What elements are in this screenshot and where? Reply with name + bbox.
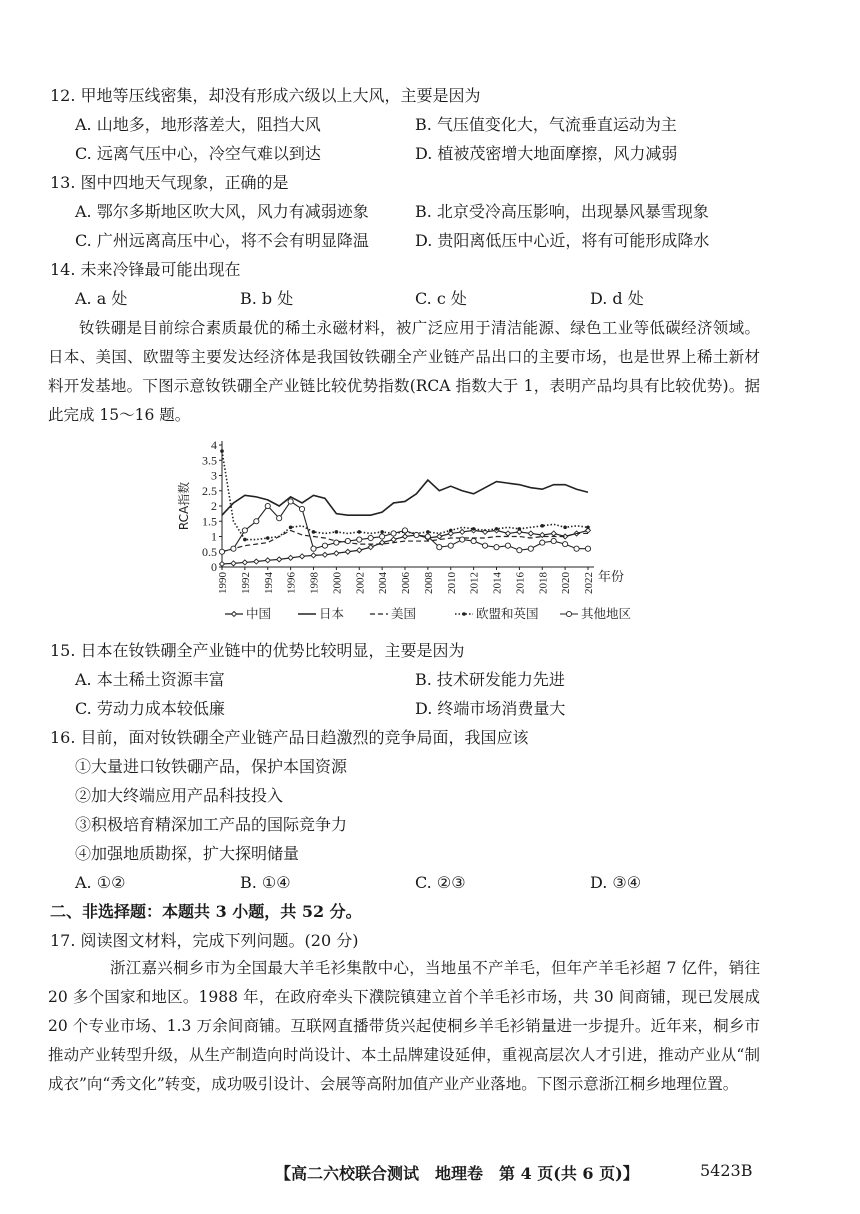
q12-option-b: B. 气压值变化大，气流垂直运动为主 bbox=[415, 115, 677, 134]
other-regions-point bbox=[242, 528, 247, 533]
china-point bbox=[368, 545, 373, 550]
eu-uk-point bbox=[243, 538, 247, 542]
q15-option-b: B. 技术研发能力先进 bbox=[415, 670, 565, 689]
china-point bbox=[460, 529, 465, 534]
section-heading: 二、非选择题：本题共 3 小题，共 52 分。 bbox=[50, 902, 362, 921]
other-regions-point bbox=[322, 543, 327, 548]
y-tick-label: 0 bbox=[211, 560, 217, 574]
other-regions-point bbox=[380, 534, 385, 539]
eu-uk-point bbox=[312, 530, 316, 534]
other-regions-point bbox=[471, 538, 476, 543]
q12-option-a: A. 山地多，地形落差大，阻挡大风 bbox=[75, 115, 321, 134]
other-regions-point bbox=[563, 542, 568, 547]
x-tick-label: 2020 bbox=[560, 572, 573, 594]
q14-option-c: C. c 处 bbox=[415, 289, 467, 308]
other-regions-point bbox=[566, 611, 571, 616]
y-axis-label: RCA指数 bbox=[177, 481, 191, 531]
legend-label: 日本 bbox=[319, 606, 345, 621]
q16-item-3: ③积极培育精深加工产品的国际竞争力 bbox=[75, 815, 348, 834]
other-regions-point bbox=[265, 503, 270, 508]
q16-item-4: ④加强地质勘探，扩大探明储量 bbox=[75, 844, 300, 863]
legend-label: 美国 bbox=[391, 606, 417, 621]
chart-legend bbox=[225, 606, 631, 621]
x-tick-label: 2006 bbox=[400, 572, 412, 594]
q16-stem: 16. 目前，面对钕铁硼全产业链产品日趋激烈的竞争局面，我国应该 bbox=[50, 728, 529, 747]
other-regions-point bbox=[517, 548, 522, 553]
y-tick-label: 2.5 bbox=[202, 483, 217, 498]
x-tick-label: 1994 bbox=[262, 572, 275, 594]
other-regions-point bbox=[585, 546, 590, 551]
other-regions-point bbox=[368, 535, 373, 540]
eu-uk-point bbox=[563, 526, 567, 530]
other-regions-point bbox=[311, 546, 316, 551]
y-tick-label: 3 bbox=[211, 468, 217, 483]
q13-stem: 13. 图中四地天气现象，正确的是 bbox=[50, 173, 289, 192]
x-tick-label: 2010 bbox=[445, 572, 458, 594]
china-point bbox=[345, 549, 350, 554]
other-regions-point bbox=[574, 546, 579, 551]
eu-uk-point bbox=[518, 527, 522, 531]
series-line bbox=[222, 451, 588, 539]
q15-option-c: C. 劳动力成本较低廉 bbox=[75, 699, 225, 718]
q13-option-c: C. 广州远离高压中心，将不会有明显降温 bbox=[75, 231, 369, 250]
x-tick-label: 2012 bbox=[468, 572, 481, 594]
x-tick-label: 1996 bbox=[285, 572, 298, 594]
x-tick-label: 2008 bbox=[422, 572, 435, 594]
x-tick-label: 2014 bbox=[491, 572, 504, 594]
china-point bbox=[311, 553, 316, 558]
q12-stem: 12. 甲地等压线密集，却没有形成六级以上大风，主要是因为 bbox=[50, 86, 481, 105]
china-point bbox=[322, 552, 327, 557]
x-tick-label: 2002 bbox=[354, 572, 367, 594]
q16-item-2: ②加大终端应用产品科技投入 bbox=[75, 786, 284, 805]
other-regions-point bbox=[540, 540, 545, 545]
q15-option-d: D. 终端市场消费量大 bbox=[415, 699, 566, 718]
eu-uk-point bbox=[426, 530, 430, 534]
y-tick-label: 1 bbox=[211, 529, 217, 544]
other-regions-point bbox=[414, 532, 419, 537]
china-point bbox=[334, 551, 339, 556]
other-regions-point bbox=[391, 531, 396, 536]
eu-uk-point bbox=[586, 526, 590, 530]
x-tick-label: 2000 bbox=[331, 572, 344, 594]
x-axis-label: 年份 bbox=[598, 570, 625, 585]
china-point bbox=[277, 557, 282, 562]
x-tick-label: 2022 bbox=[583, 572, 595, 594]
other-regions-point bbox=[528, 546, 533, 551]
other-regions-point bbox=[345, 538, 350, 543]
china-point bbox=[232, 612, 237, 617]
other-regions-point bbox=[357, 537, 362, 542]
q15-stem: 15. 日本在钕铁硼全产业链中的优势比较明显，主要是因为 bbox=[50, 641, 465, 660]
x-tick-label: 1992 bbox=[239, 572, 252, 594]
q16-option-b: B. ①④ bbox=[240, 873, 291, 892]
q16-option-d: D. ③④ bbox=[590, 873, 642, 892]
q13-option-a: A. 鄂尔多斯地区吹大风，风力有减弱迹象 bbox=[75, 202, 369, 221]
q12-option-d: D. 植被茂密增大地面摩擦，风力减弱 bbox=[415, 144, 678, 163]
china-point bbox=[357, 548, 362, 553]
y-tick-label: 4 bbox=[211, 438, 217, 452]
q14-stem: 14. 未来冷锋最可能出现在 bbox=[50, 260, 241, 279]
paper-code: 5423B bbox=[700, 1161, 753, 1180]
other-regions-point bbox=[299, 506, 304, 511]
q14-option-b: B. b 处 bbox=[240, 289, 294, 308]
eu-uk-point bbox=[472, 527, 476, 531]
china-point bbox=[220, 561, 225, 566]
x-tick-label: 2018 bbox=[537, 572, 550, 594]
q16-item-1: ①大量进口钕铁硼产品，保护本国资源 bbox=[75, 757, 348, 776]
eu-uk-point bbox=[449, 529, 453, 533]
china-point bbox=[551, 531, 556, 536]
china-point bbox=[528, 531, 533, 536]
chart-axes bbox=[176, 438, 624, 594]
series-1 bbox=[222, 480, 588, 515]
other-regions-point bbox=[460, 537, 465, 542]
y-tick-label: 1.5 bbox=[202, 514, 217, 529]
q12-option-c: C. 远离气压中心，冷空气难以到达 bbox=[75, 144, 321, 163]
legend-label: 欧盟和英国 bbox=[476, 606, 539, 621]
q14-option-a: A. a 处 bbox=[75, 289, 128, 308]
china-point bbox=[505, 531, 510, 536]
x-tick-label: 2016 bbox=[514, 572, 527, 594]
eu-uk-point bbox=[357, 530, 361, 534]
other-regions-point bbox=[231, 546, 236, 551]
china-point bbox=[254, 559, 259, 564]
other-regions-point bbox=[219, 549, 224, 554]
eu-uk-point bbox=[462, 612, 466, 616]
q16-option-a: A. ①② bbox=[75, 873, 126, 892]
china-point bbox=[437, 534, 442, 539]
eu-uk-point bbox=[335, 530, 339, 534]
other-regions-point bbox=[505, 543, 510, 548]
x-tick-label: 2004 bbox=[377, 572, 390, 594]
china-point bbox=[265, 558, 270, 563]
china-point bbox=[231, 561, 236, 566]
x-tick-label: 1998 bbox=[308, 572, 321, 594]
other-regions-point bbox=[277, 516, 282, 521]
q15-option-a: A. 本土稀土资源丰富 bbox=[75, 670, 225, 689]
material-ndfeb: 钕铁硼是目前综合素质最优的稀土永磁材料，被广泛应用于清洁能源、绿色工业等低碳经济领域。日本、美国、欧盟等主要发达经济体是我国钕铁硼全产业链产品出口的主要市场，也是世界上稀土新材料开发基地。下图示意钕铁硼全产业链比较优势指数(RCA 指数大于 1，表明产品均具有比较优势)。据此完成 15～16 题。 bbox=[48, 319, 760, 424]
eu-uk-point bbox=[289, 526, 293, 530]
legend-label: 其他地区 bbox=[581, 606, 632, 621]
y-tick-label: 2 bbox=[211, 499, 217, 513]
other-regions-point bbox=[425, 534, 430, 539]
q17-material: 浙江嘉兴桐乡市为全国最大羊毛衫集散中心，当地虽不产羊毛，但年产羊毛衫超 7 亿件，销往 20 多个国家和地区。1988 年，在政府牵头下濮院镇建立首个羊毛衫市场，共 30 间商铺，现已发展成 20 个专业市场、1.3 万余间商铺。互联网直播带货兴起使桐乡羊毛衫销量进一步提升。近年来，桐乡市推动产业转型升级，从生产制造向时尚设计、本土品牌建设延伸，重视高层次人才引进，推动产业从“制成衣”向“秀文化”转变，成功吸引设计、会展等高附加值产业产业落地。下图示意浙江桐乡地理位置。 bbox=[48, 959, 760, 1093]
china-point bbox=[403, 534, 408, 539]
other-regions-point bbox=[288, 499, 293, 504]
q17-stem: 17. 阅读图文材料，完成下列问题。(20 分) bbox=[50, 931, 359, 950]
eu-uk-point bbox=[380, 530, 384, 534]
eu-uk-point bbox=[220, 449, 224, 453]
series-line bbox=[222, 480, 588, 515]
q13-option-b: B. 北京受冷高压影响，出现暴风暴雪现象 bbox=[415, 202, 709, 221]
other-regions-point bbox=[334, 540, 339, 545]
china-point bbox=[391, 537, 396, 542]
china-point bbox=[300, 554, 305, 559]
china-point bbox=[242, 560, 247, 565]
series-4 bbox=[219, 499, 590, 555]
other-regions-point bbox=[482, 543, 487, 548]
y-tick-label: 0.5 bbox=[202, 544, 217, 559]
other-regions-point bbox=[402, 528, 407, 533]
china-point bbox=[288, 555, 293, 560]
q14-option-d: D. d 处 bbox=[590, 289, 644, 308]
y-tick-label: 3.5 bbox=[202, 453, 217, 468]
rca-chart bbox=[170, 435, 632, 630]
q13-option-d: D. 贵阳离低压中心近，将有可能形成降水 bbox=[415, 231, 710, 250]
other-regions-point bbox=[254, 519, 259, 524]
other-regions-point bbox=[448, 543, 453, 548]
other-regions-point bbox=[551, 538, 556, 543]
other-regions-point bbox=[494, 545, 499, 550]
legend-label: 中国 bbox=[246, 606, 272, 621]
other-regions-point bbox=[437, 545, 442, 550]
eu-uk-point bbox=[266, 536, 270, 540]
page-footer: 【高二六校联合测试 地理卷 第 4 页(共 6 页)】 bbox=[275, 1164, 639, 1183]
chart-series bbox=[219, 449, 590, 566]
eu-uk-point bbox=[540, 524, 544, 528]
x-tick-label: 1990 bbox=[217, 572, 229, 594]
q16-option-c: C. ②③ bbox=[415, 873, 466, 892]
eu-uk-point bbox=[495, 527, 499, 531]
